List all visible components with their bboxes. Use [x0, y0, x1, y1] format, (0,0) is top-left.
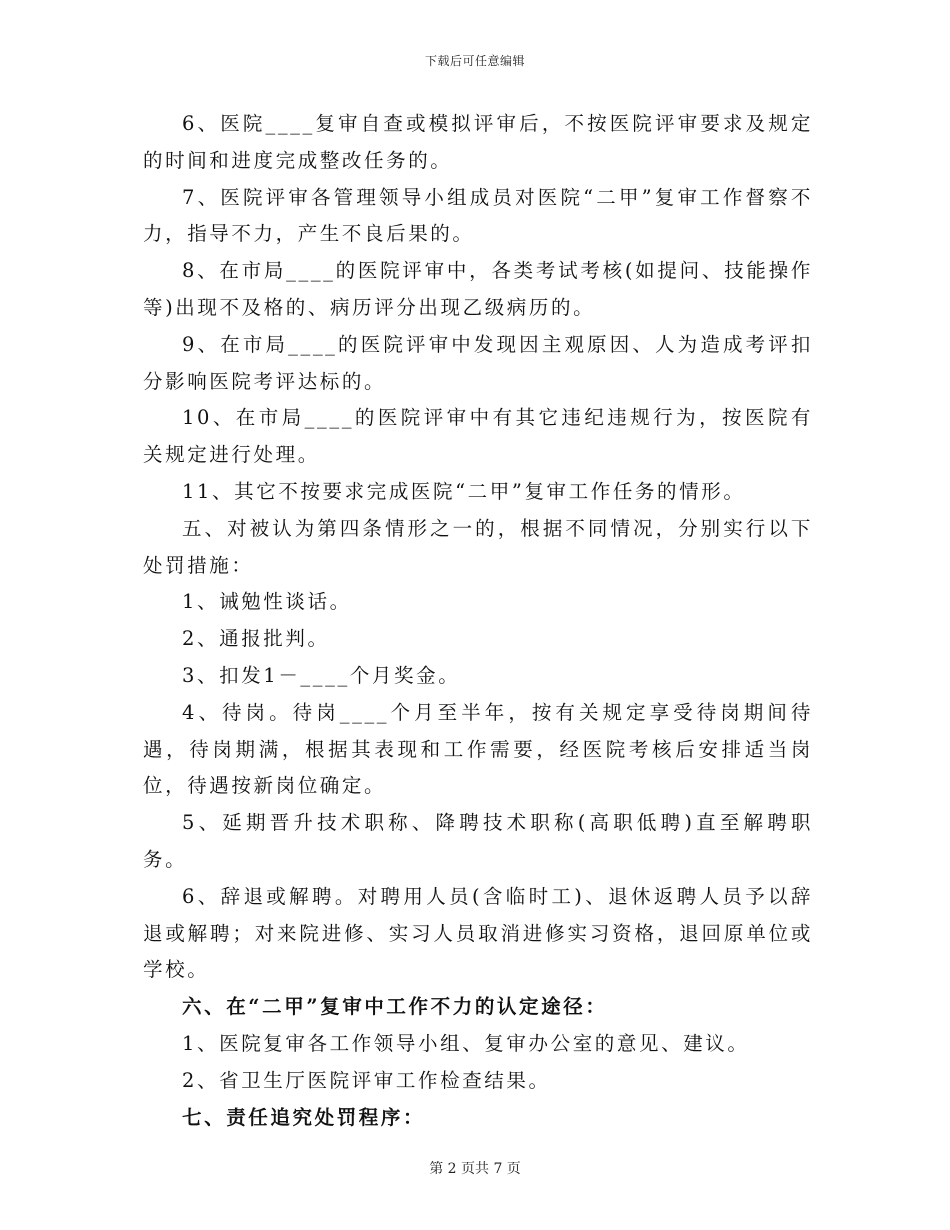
penalty-item-5: 5、延期晋升技术职称、降聘技术职称(高职低聘)直至解聘职务。	[143, 811, 813, 871]
document-body	[143, 106, 813, 1136]
penalty-item-1: 1、诫勉性谈话。	[182, 590, 352, 614]
paragraph-item-11-other: 11、其它不按要求完成医院“二甲”复审工作任务的情形。	[182, 479, 746, 503]
paragraph-item-9-deductions: 9、在市局____的医院评审中发现因主观原因、人为造成考评扣分影响医院考评达标的。	[143, 332, 813, 393]
section-7-heading: 七、责任追究处罚程序：	[182, 1105, 426, 1129]
penalty-item-3: 3、扣发1－____个月奖金。	[182, 663, 461, 687]
paragraph-item-8-exams: 8、在市局____的医院评审中，各类考试考核(如提问、技能操作等)出现不及格的、病历评分出现乙级病历的。	[143, 259, 813, 319]
page-footer: 第 2 页共 7 页	[429, 1161, 521, 1177]
page-header: 下载后可任意编辑	[424, 54, 525, 68]
section-6-heading: 六、在“二甲”复审中工作不力的认定途径：	[182, 995, 608, 1019]
penalty-item-2: 2、通报批判。	[182, 627, 330, 651]
paragraph-item-6-rectification: 6、医院____复审自查或模拟评审后，不按医院评审要求及规定的时间和进度完成整改任务的。	[143, 112, 813, 172]
section-5-penalties: 五、对被认为第四条情形之一的，根据不同情况，分别实行以下处罚措施：	[143, 516, 813, 577]
penalty-item-4: 4、待岗。待岗____个月至半年，按有关规定享受待岗期间待遇，待岗期满，根据其表现和工作需要，经医院考核后安排适当岗位，待遇按新岗位确定。	[143, 700, 813, 798]
paragraph-item-10-violations: 10、在市局____的医院评审中有其它违纪违规行为，按医院有关规定进行处理。	[143, 406, 813, 467]
penalty-item-6: 6、辞退或解聘。对聘用人员(含临时工)、退休返聘人员予以辞退或解聘；对来院进修、实习人员取消进修实习资格，退回原单位或学校。	[143, 884, 813, 982]
determination-item-2: 2、省卫生厅医院评审工作检查结果。	[182, 1068, 551, 1092]
paragraph-item-7-supervision: 7、医院评审各管理领导小组成员对医院“二甲”复审工作督察不力，指导不力，产生不良后果的。	[143, 185, 813, 246]
determination-item-1: 1、医院复审各工作领导小组、复审办公室的意见、建议。	[182, 1031, 750, 1055]
